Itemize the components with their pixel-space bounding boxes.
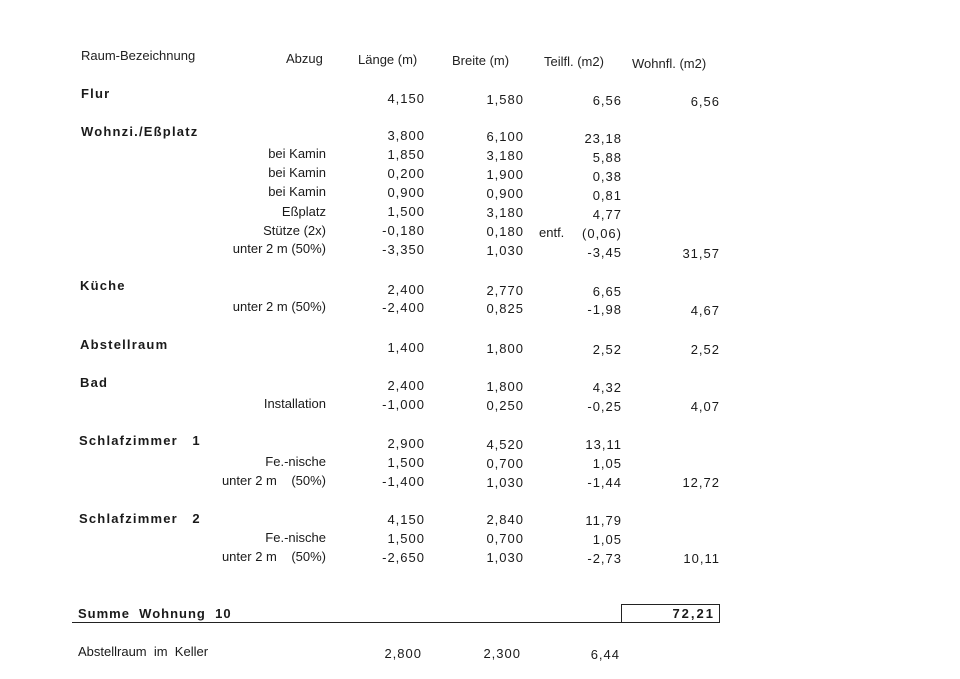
room-name: Küche — [80, 278, 126, 293]
cell-laenge: 2,400 — [387, 282, 425, 297]
cell-teilfl: -3,45 — [587, 245, 622, 260]
cell-laenge: 0,900 — [387, 185, 425, 200]
cell-wohnfl: 4,07 — [690, 399, 720, 414]
cell-teilfl: 0,81 — [592, 188, 622, 203]
cell-laenge: 1,850 — [387, 147, 425, 162]
cell-breite: 0,700 — [486, 531, 524, 546]
cell-teilfl: (0,06) — [582, 226, 622, 241]
cell-teilfl: 6,65 — [592, 284, 622, 299]
room-name: Flur — [81, 86, 111, 101]
cell-breite: 1,030 — [486, 243, 524, 258]
cell-teilfl: 23,18 — [584, 131, 622, 146]
cell-laenge: -1,000 — [382, 397, 425, 412]
cell-laenge: 1,500 — [387, 531, 425, 546]
cell-breite: 1,030 — [486, 550, 524, 565]
header-teilfl: Teilfl. (m2) — [544, 54, 604, 69]
cellar-laenge: 2,800 — [384, 646, 422, 661]
cell-wohnfl: 10,11 — [683, 551, 720, 566]
row-label: unter 2 m (50%) — [221, 473, 326, 488]
cell-breite: 1,800 — [486, 379, 524, 394]
cell-breite: 4,520 — [486, 437, 524, 452]
cell-breite: 1,580 — [486, 92, 524, 107]
cell-note: entf. — [539, 225, 565, 240]
cell-teilfl: -0,25 — [587, 399, 622, 414]
row-label: Fe.-nische — [265, 530, 326, 545]
room-name: Wohnzi./Eßplatz — [81, 124, 199, 139]
row-label: Stütze (2x) — [263, 223, 326, 238]
cell-teilfl: 1,05 — [592, 456, 622, 471]
cell-laenge: 4,150 — [387, 91, 425, 106]
summary-total-value: 72,21 — [672, 606, 715, 621]
cell-breite: 0,700 — [486, 456, 524, 471]
cell-laenge: -2,650 — [382, 550, 425, 565]
cell-breite: 0,180 — [486, 224, 524, 239]
room-name: Bad — [80, 375, 109, 390]
cell-teilfl: -1,44 — [587, 475, 622, 490]
cell-teilfl: 0,38 — [592, 169, 622, 184]
cell-breite: 3,180 — [486, 148, 524, 163]
cell-teilfl: 2,52 — [592, 342, 622, 357]
cell-laenge: -0,180 — [382, 223, 425, 238]
cell-teilfl: 6,56 — [592, 93, 622, 108]
cell-wohnfl: 2,52 — [690, 342, 720, 357]
room-name: Schlafzimmer 2 — [79, 511, 201, 526]
header-raum: Raum-Bezeichnung — [81, 48, 196, 63]
row-label: Eßplatz — [281, 204, 326, 219]
header-abzug: Abzug — [286, 51, 323, 66]
header-wohnfl: Wohnfl. (m2) — [632, 56, 707, 71]
cell-laenge: 1,400 — [387, 340, 425, 355]
summary-label: Summe Wohnung 10 — [78, 606, 232, 621]
cell-teilfl: 13,11 — [585, 437, 622, 452]
cell-laenge: 2,900 — [387, 436, 425, 451]
row-label: bei Kamin — [268, 165, 326, 180]
cell-teilfl: 1,05 — [592, 532, 622, 547]
cell-breite: 1,900 — [486, 167, 524, 182]
header-breite: Breite (m) — [452, 53, 510, 68]
cell-laenge: 2,400 — [387, 378, 425, 393]
cell-laenge: 0,200 — [387, 166, 425, 181]
cell-wohnfl: 12,72 — [682, 475, 720, 490]
room-name: Schlafzimmer 1 — [79, 433, 201, 448]
cell-breite: 0,900 — [486, 186, 524, 201]
cellar-teilfl: 6,44 — [590, 647, 620, 662]
cell-wohnfl: 4,67 — [690, 303, 720, 318]
cell-laenge: -1,400 — [382, 474, 425, 489]
cellar-breite: 2,300 — [483, 646, 521, 661]
cell-teilfl: -1,98 — [587, 302, 622, 317]
row-label: unter 2 m (50%) — [221, 549, 326, 564]
cell-teilfl: 5,88 — [592, 150, 622, 165]
cell-laenge: 3,800 — [387, 128, 425, 143]
cell-breite: 6,100 — [486, 129, 524, 144]
row-label: Fe.-nische — [265, 454, 326, 469]
cell-laenge: 4,150 — [387, 512, 425, 527]
cell-teilfl: 4,77 — [592, 207, 622, 222]
room-name: Abstellraum — [80, 337, 169, 352]
header-laenge: Länge (m) — [358, 52, 418, 67]
cell-teilfl: 4,32 — [592, 380, 622, 395]
cell-breite: 0,250 — [486, 398, 524, 413]
cell-laenge: -2,400 — [382, 300, 425, 315]
cell-wohnfl: 31,57 — [682, 246, 720, 261]
cellar-label: Abstellraum im Keller — [78, 644, 209, 659]
cell-wohnfl: 6,56 — [690, 94, 720, 109]
cell-breite: 2,840 — [486, 512, 524, 527]
row-label: bei Kamin — [268, 184, 326, 199]
cell-teilfl: -2,73 — [587, 551, 622, 566]
cell-breite: 3,180 — [486, 205, 524, 220]
cell-teilfl: 11,79 — [585, 513, 622, 528]
summary-total-box — [621, 604, 720, 623]
cell-laenge: -3,350 — [382, 242, 425, 257]
row-label: bei Kamin — [268, 146, 326, 161]
cell-breite: 0,825 — [486, 301, 524, 316]
row-label: unter 2 m (50%) — [232, 241, 326, 256]
row-label: Installation — [263, 396, 326, 411]
row-label: unter 2 m (50%) — [232, 299, 326, 314]
cell-breite: 1,030 — [486, 475, 524, 490]
cell-breite: 1,800 — [486, 341, 524, 356]
cell-laenge: 1,500 — [387, 204, 425, 219]
cell-breite: 2,770 — [486, 283, 524, 298]
cell-laenge: 1,500 — [387, 455, 425, 470]
